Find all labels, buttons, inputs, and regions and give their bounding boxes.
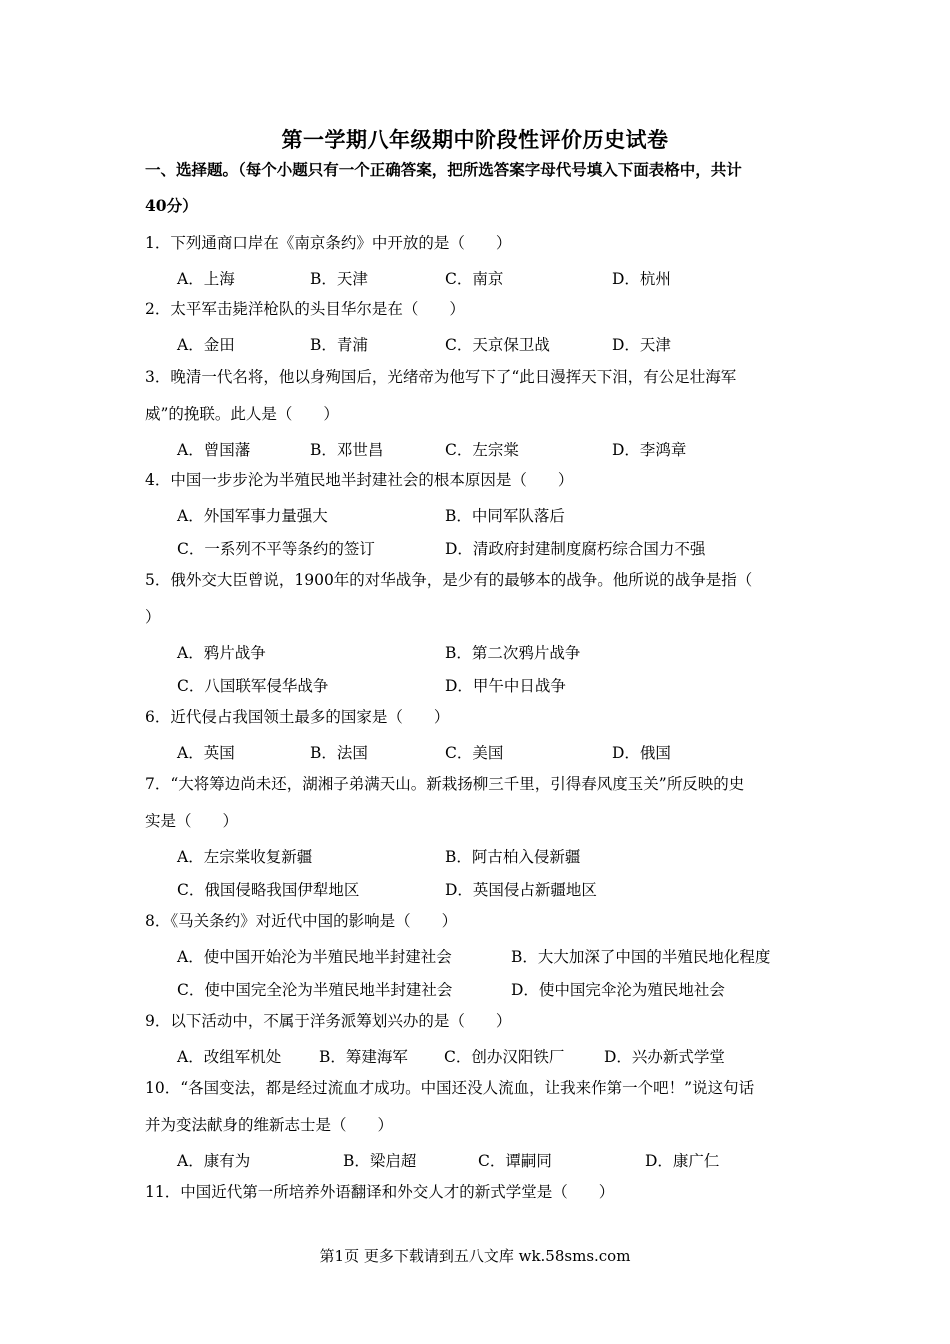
option-a: A．上海 [177,270,235,288]
option-c: C．美国 [445,744,504,762]
option-d: D．甲午中日战争 [445,677,566,695]
option-d: D．俄国 [612,744,671,762]
option-a: A．康有为 [177,1152,251,1170]
option-c: C．一系列不平等条约的签订 [177,540,375,558]
option-c: C．使中国完全沦为半殖民地半封建社会 [177,981,453,999]
question-6: 6．近代侵占我国领土最多的国家是（ ） [145,708,450,726]
question-7-line1: 7．“大将筹边尚未还，湖湘子弟满天山。新栽扬柳三千里，引得春风度玉关”所反映的史 [145,775,745,793]
question-8: 8．《马关条约》对近代中国的影响是（ ） [145,912,458,930]
option-b: B．天津 [310,270,368,288]
option-c: C．谭嗣同 [478,1152,552,1170]
question-10 [145,1070,813,1144]
option-c: C．创办汉阳铁厂 [444,1048,565,1066]
option-d: D．清政府封建制度腐朽综合国力不强 [445,540,706,558]
question-7-line2: 实是（ ） [145,812,239,830]
option-b: B．梁启超 [343,1152,417,1170]
option-a: A．英国 [177,744,235,762]
option-a: A．外国军事力量强大 [177,507,328,525]
option-a: A．使中国开始沦为半殖民地半封建社会 [177,948,452,966]
option-d: D．英国侵占新疆地区 [445,881,597,899]
question-4: 4．中国一步步沦为半殖民地半封建社会的根本原因是（ ） [145,471,574,489]
page-footer: 第1页 更多下载请到五八文库 wk.58sms.com [319,1247,631,1265]
option-b: B．邓世昌 [310,441,384,459]
option-a: A．鸦片战争 [177,644,266,662]
option-c: C．南京 [445,270,504,288]
option-c: C．天京保卫战 [445,336,550,354]
option-c: C．俄国侵略我国伊犁地区 [177,881,360,899]
question-5-line2: ） [145,608,161,626]
question-1: 1．下列通商口岸在《南京条约》中开放的是（ ） [145,234,512,252]
section-heading-line2: 40分） [145,196,198,215]
option-d: D．杭州 [612,270,671,288]
question-7-options-row1 [177,845,817,875]
option-b: B．筹建海军 [319,1048,408,1066]
option-a: A．改组军机处 [177,1048,282,1066]
option-d: D．李鸿章 [612,441,687,459]
question-5-line1: 5．俄外交大臣曾说，1900年的对华战争，是少有的最够本的战争。他所说的战争是指（ [145,571,753,589]
question-8-options-row1 [177,945,817,975]
option-c: C．八国联军侵华战争 [177,677,329,695]
option-c: C．左宗棠 [445,441,519,459]
option-b: B．青浦 [310,336,368,354]
option-a: A．曾国藩 [177,441,251,459]
page-title: 第一学期八年级期中阶段性评价历史试卷 [281,127,669,152]
section-heading [145,152,815,224]
question-2: 2．太平军击毙洋枪队的头目华尔是在（ ） [145,300,465,318]
question-9: 9．以下活动中，不属于洋务派筹划兴办的是（ ） [145,1012,512,1030]
question-10-line2: 并为变法献身的维新志士是（ ） [145,1116,394,1134]
question-3-line2: 威”的挽联。此人是（ ） [145,405,339,423]
option-b: B．中同军队落后 [445,507,565,525]
question-3 [145,359,813,433]
question-5-options-row1 [177,641,817,671]
option-d: D．兴办新式学堂 [604,1048,725,1066]
question-4-options-row1 [177,504,817,534]
question-7 [145,766,813,840]
option-b: B．大大加深了中国的半殖民地化程度 [511,948,771,966]
option-b: B．第二次鸦片战争 [445,644,581,662]
question-10-line1: 10．“各国变法，都是经过流血才成功。中国还没人流血，让我来作第一个吧！”说这句话 [145,1079,755,1097]
option-a: A．金田 [177,336,235,354]
option-d: D．使中国完伞沦为殖民地社会 [511,981,725,999]
section-heading-line1: 一、选择题。（每个小题只有一个正确答案，把所选答案字母代号填入下面表格中，共计 [145,160,742,179]
question-3-line1: 3．晚清一代名将，他以身殉国后，光绪帝为他写下了“此日漫挥天下泪，有公足壮海军 [145,368,737,386]
option-a: A．左宗棠收复新疆 [177,848,313,866]
question-11: 11．中国近代第一所培养外语翻译和外交人才的新式学堂是（ ） [145,1183,615,1201]
option-d: D．天津 [612,336,671,354]
question-5 [145,562,813,636]
option-b: B．阿古柏入侵新疆 [445,848,581,866]
option-d: D．康广仁 [645,1152,720,1170]
option-b: B．法国 [310,744,368,762]
